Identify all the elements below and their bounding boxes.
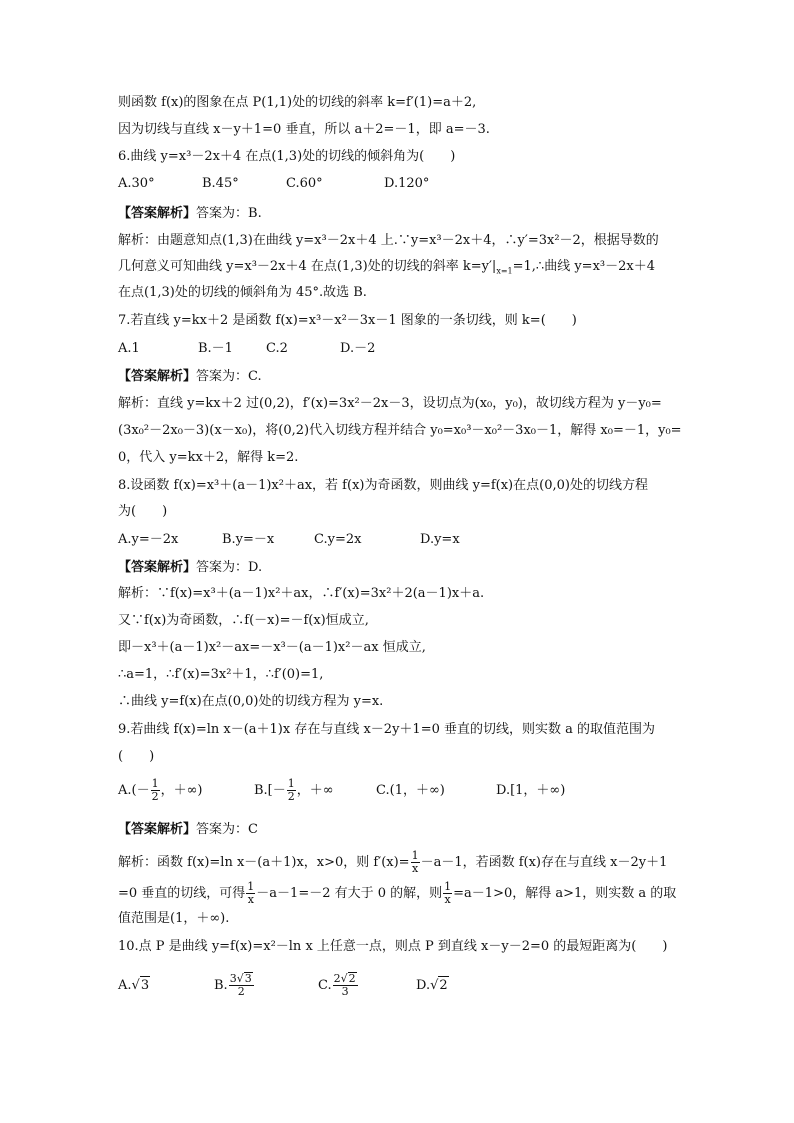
fraction: $\frac{2√2}{3}$ (333, 972, 356, 998)
answer-tag: 【答案解析】 (118, 822, 197, 837)
question-8: 8.设函数 f(x)=x³＋(a－1)x²＋ax，若 f(x)为奇函数，则曲线 y=f(x)在点(0,0)处的切线方程 (118, 478, 648, 493)
question-6: 6.曲线 y=x³－2x＋4 在点(1,3)处的切线的倾斜角为( ) (118, 149, 456, 164)
option-a: A.30° (118, 176, 155, 191)
option-c: C.y=2x (314, 532, 362, 547)
option-c: C.2 (266, 341, 288, 356)
answer-text: 答案为：B. (196, 206, 262, 221)
question-8-options (118, 531, 460, 549)
answer-9 (118, 821, 258, 839)
solution-line: 则函数 f(x)的图象在点 P(1,1)处的切线的斜率 k=f′(1)=a＋2, (118, 95, 477, 110)
fraction: $\frac{1}{2}$ (287, 777, 295, 803)
option-c: C. $\frac{2√2}{3}$ (318, 972, 356, 998)
option-d: D.－2 (340, 341, 376, 356)
explanation-line: ∴a=1，∴f′(x)=3x²＋1，∴f′(0)=1, (118, 667, 324, 682)
fraction: $\frac{3√3}{2}$ (229, 972, 252, 998)
option-c: C.(1，＋∞) (376, 783, 445, 798)
fraction: $\frac{1}{x}$ (444, 880, 452, 906)
question-6-options (118, 175, 429, 193)
answer-tag: 【答案解析】 (118, 560, 197, 575)
answer-8 (118, 559, 262, 577)
explanation-line: 解析：直线 y=kx＋2 过(0,2)，f′(x)=3x²－2x－3，设切点为(x₀，y₀)，故切线方程为 y－y₀= (118, 396, 662, 411)
option-b: B.－1 (198, 341, 233, 356)
explanation-line: ∴曲线 y=f(x)在点(0,0)处的切线方程为 y=x. (118, 694, 384, 709)
solution-line: 因为切线与直线 x－y＋1=0 垂直，所以 a＋2=－1，即 a=－3. (118, 122, 490, 137)
option-b: B.45° (202, 176, 239, 191)
explanation-line: 几何意义可知曲线 y=x³－2x＋4 在点(1,3)处的切线的斜率 $k=y'|_{x=1}=1,\therefore$曲线 y=x³－2x＋4 (118, 259, 655, 276)
explanation-line: 在点(1,3)处的切线的倾斜角为 45°.故选 B. (118, 285, 367, 300)
explanation-line: =0 垂直的切线，可得 $\frac{1}{x}$ －a－1=－2 有大于 0 的解，则 $\frac{1}{x}$ =a－1>0，解得 a>1，则实数 a 的取 (118, 880, 677, 906)
question-8: 为( ) (118, 504, 168, 519)
option-d: D.[1，＋∞) (496, 783, 566, 798)
answer-tag: 【答案解析】 (118, 369, 197, 384)
question-10-options (118, 972, 449, 998)
explanation-line: 又∵f(x)为奇函数，∴f(－x)=－f(x)恒成立, (118, 613, 369, 628)
question-9: 9.若曲线 f(x)=ln x－(a＋1)x 存在与直线 x－2y＋1=0 垂直的切线，则实数 a 的取值范围为 (118, 722, 655, 737)
question-7: 7.若直线 y=kx＋2 是函数 f(x)=x³－x²－3x－1 图象的一条切线，则 k=( ) (118, 313, 577, 328)
explanation-line: 值范围是(1，＋∞). (118, 911, 230, 926)
answer-6 (118, 205, 262, 223)
option-b: B. $\frac{3√3}{2}$ (214, 972, 252, 998)
question-9: ( ) (118, 749, 155, 764)
fraction: $\frac{1}{2}$ (151, 777, 159, 803)
option-d: D.y=x (420, 532, 460, 547)
answer-text: 答案为：D. (196, 560, 263, 575)
question-10: 10.点 P 是曲线 y=f(x)=x²－ln x 上任意一点，则点 P 到直线 x－y－2=0 的最短距离为( ) (118, 939, 668, 954)
option-a: A.(－ $\frac{1}{2}$ ，＋∞) (118, 777, 203, 803)
option-d: D.√2 (416, 977, 448, 993)
explanation-line: (3x₀²－2x₀－3)(x－x₀)，将(0,2)代入切线方程并结合 y₀=x₀³－x₀²－3x₀－1，解得 x₀=－1，y₀= (118, 423, 682, 438)
answer-text: 答案为：C (196, 822, 258, 837)
explanation-line: 解析：由题意知点(1,3)在曲线 y=x³－2x＋4 上.∵y=x³－2x＋4，∴y′=3x²－2，根据导数的 (118, 233, 659, 248)
explanation-line: 即－x³＋(a－1)x²－ax=－x³－(a－1)x²－ax 恒成立, (118, 640, 426, 655)
option-a: A.√3 (118, 977, 150, 993)
question-7-options (118, 340, 375, 358)
option-b: B.[－ $\frac{1}{2}$ ，＋∞ (254, 777, 334, 803)
explanation-line: 解析：函数 f(x)=ln x－(a＋1)x，x>0，则 f′(x)= $\frac{1}{x}$ －a－1，若函数 f(x)存在与直线 x－2y＋1 (118, 849, 668, 875)
option-b: B.y=－x (222, 532, 275, 547)
option-c: C.60° (286, 176, 323, 191)
option-a: A.1 (118, 341, 140, 356)
option-d: D.120° (384, 176, 430, 191)
answer-text: 答案为：C. (196, 369, 262, 384)
explanation-line: 解析：∵f(x)=x³＋(a－1)x²＋ax，∴f′(x)=3x²＋2(a－1)x＋a. (118, 586, 485, 601)
fraction: $\frac{1}{x}$ (411, 849, 419, 875)
explanation-line: 0，代入 y=kx＋2，解得 k=2. (118, 450, 299, 465)
question-9-options (118, 778, 565, 803)
answer-7 (118, 368, 262, 386)
fraction: $\frac{1}{x}$ (247, 880, 255, 906)
option-a: A.y=－2x (118, 532, 179, 547)
answer-tag: 【答案解析】 (118, 206, 197, 221)
